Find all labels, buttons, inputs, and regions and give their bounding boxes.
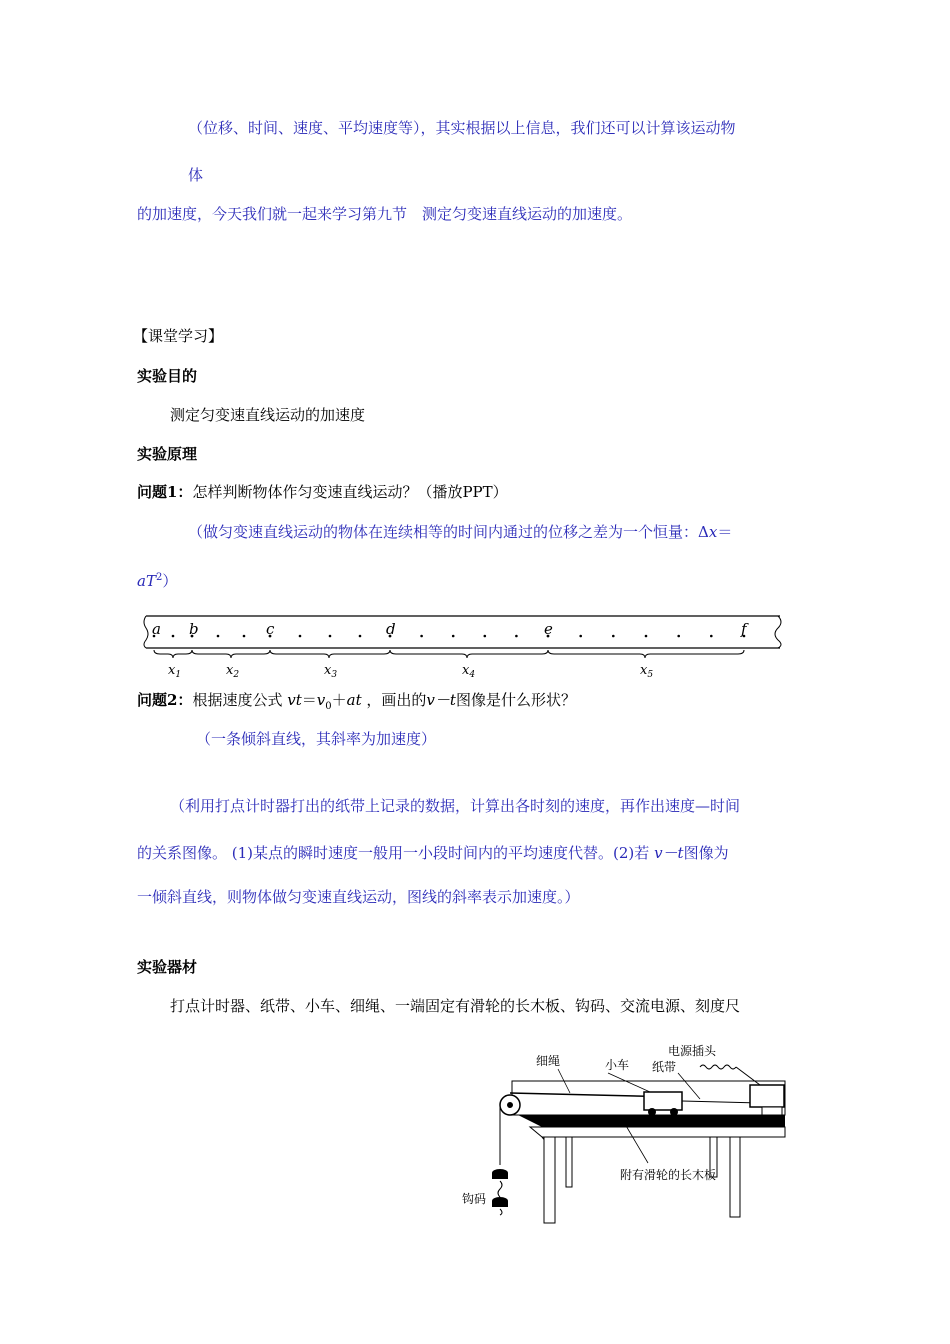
- point-a: a: [152, 620, 161, 638]
- answer-2: （一条倾斜直线，其斜率为加速度）: [196, 730, 437, 748]
- label-power-plug: 电源插头: [668, 1044, 717, 1058]
- tape-dot: [359, 635, 362, 638]
- tape-dot: [677, 635, 680, 638]
- segment-x3: $x_3$: [324, 663, 338, 680]
- label-weights: 钩码: [462, 1192, 487, 1206]
- segment-x1: $x_1$: [168, 663, 182, 680]
- question-1-text: 怎样判断物体作匀变速直线运动？（播放PPT）: [192, 483, 508, 501]
- tape-dot: [420, 635, 423, 638]
- intro-line-3: 的加速度，今天我们就一起来学习第九节 测定匀变速直线运动的加速度。: [137, 205, 633, 223]
- tape-dot: [329, 635, 332, 638]
- tape-dot: [612, 635, 615, 638]
- equipment-text: 打点计时器、纸带、小车、细绳、一端固定有滑轮的长木板、钩码、交流电源、刻度尺: [170, 997, 741, 1015]
- tape-dot: [172, 635, 175, 638]
- explanation-line-2a: 的关系图像。 (1)某点的瞬时速度一般用一小段时间内的平均速度代替。(2)若: [137, 844, 650, 862]
- segment-x4: $x_4$: [462, 663, 476, 680]
- segment-x2: $x_2$: [226, 663, 240, 680]
- segment-x5: $x_5$: [640, 663, 654, 680]
- label-rope: 细绳: [536, 1054, 561, 1068]
- formula-v0: v: [316, 691, 326, 709]
- label-tape: 纸带: [652, 1060, 677, 1074]
- principle-heading: 实验原理: [137, 445, 198, 463]
- tape-point-labels: [152, 620, 749, 638]
- tape-dot: [484, 635, 487, 638]
- formula-plus: ＋: [331, 691, 347, 709]
- question-1: [137, 482, 508, 502]
- answer-1-x: x: [708, 523, 718, 541]
- question-2-vt: v－t: [426, 691, 456, 709]
- question-2-mid: ，画出的: [366, 691, 427, 709]
- answer-1-text: （做匀变速直线运动的物体在连续相等的时间内通过的位移之差为一个恒量：Δ: [188, 523, 709, 541]
- answer-1-line-2: [137, 568, 177, 591]
- question-2: [137, 690, 576, 717]
- label-cart: 小车: [605, 1058, 630, 1072]
- purpose-heading: 实验目的: [137, 367, 198, 385]
- tape-dot: [579, 635, 582, 638]
- point-b: b: [189, 620, 199, 638]
- tape-dot: [645, 635, 648, 638]
- tape-dots: [153, 635, 746, 638]
- tape-dot: [299, 635, 302, 638]
- segment-labels: [168, 663, 653, 680]
- tape-dot: [515, 635, 518, 638]
- paper-tape-diagram: [140, 612, 790, 682]
- formula-at: at: [346, 691, 362, 709]
- question-2-pre: 根据速度公式: [192, 691, 283, 709]
- answer-1-eq: ＝: [717, 523, 733, 541]
- question-2-label: 问题2：: [137, 691, 193, 709]
- point-c: c: [266, 620, 275, 638]
- tape-dot: [217, 635, 220, 638]
- explanation-line-1: （利用打点计时器打出的纸带上记录的数据，计算出各时刻的速度，再作出速度—时间: [170, 797, 741, 815]
- answer-1-sup: 2: [155, 572, 163, 583]
- formula-v0-sub: 0: [325, 701, 332, 712]
- apparatus-diagram: [460, 1035, 805, 1235]
- explanation-line-3: 一倾斜直线，则物体做匀变速直线运动，图线的斜率表示加速度。）: [137, 888, 580, 906]
- label-board: 附有滑轮的长木板: [620, 1168, 717, 1182]
- answer-1-line-1: [188, 522, 732, 542]
- point-e: e: [544, 620, 553, 638]
- explanation-line-2: [137, 843, 729, 863]
- question-2-post: 图像是什么形状？: [455, 691, 576, 709]
- explanation-vt: v－t: [654, 844, 684, 862]
- purpose-text: 测定匀变速直线运动的加速度: [170, 406, 366, 424]
- intro-line-2: 体: [188, 166, 204, 184]
- formula-eq: ＝: [301, 691, 317, 709]
- question-1-label: 问题1：: [137, 483, 193, 501]
- formula-vt: vt: [287, 691, 302, 709]
- explanation-line-2b: 图像为: [683, 844, 729, 862]
- point-f: f: [741, 620, 747, 638]
- point-d: d: [386, 620, 396, 638]
- intro-line-1: （位移、时间、速度、平均速度等），其实根据以上信息，我们还可以计算该运动物: [188, 119, 736, 137]
- equipment-heading: 实验器材: [137, 958, 198, 976]
- tape-dot: [452, 635, 455, 638]
- tape-dot: [243, 635, 246, 638]
- answer-1-aT: aT: [137, 572, 156, 590]
- tape-dot: [710, 635, 713, 638]
- answer-1-close: ）: [162, 572, 178, 590]
- section-header: 【课堂学习】: [133, 327, 224, 345]
